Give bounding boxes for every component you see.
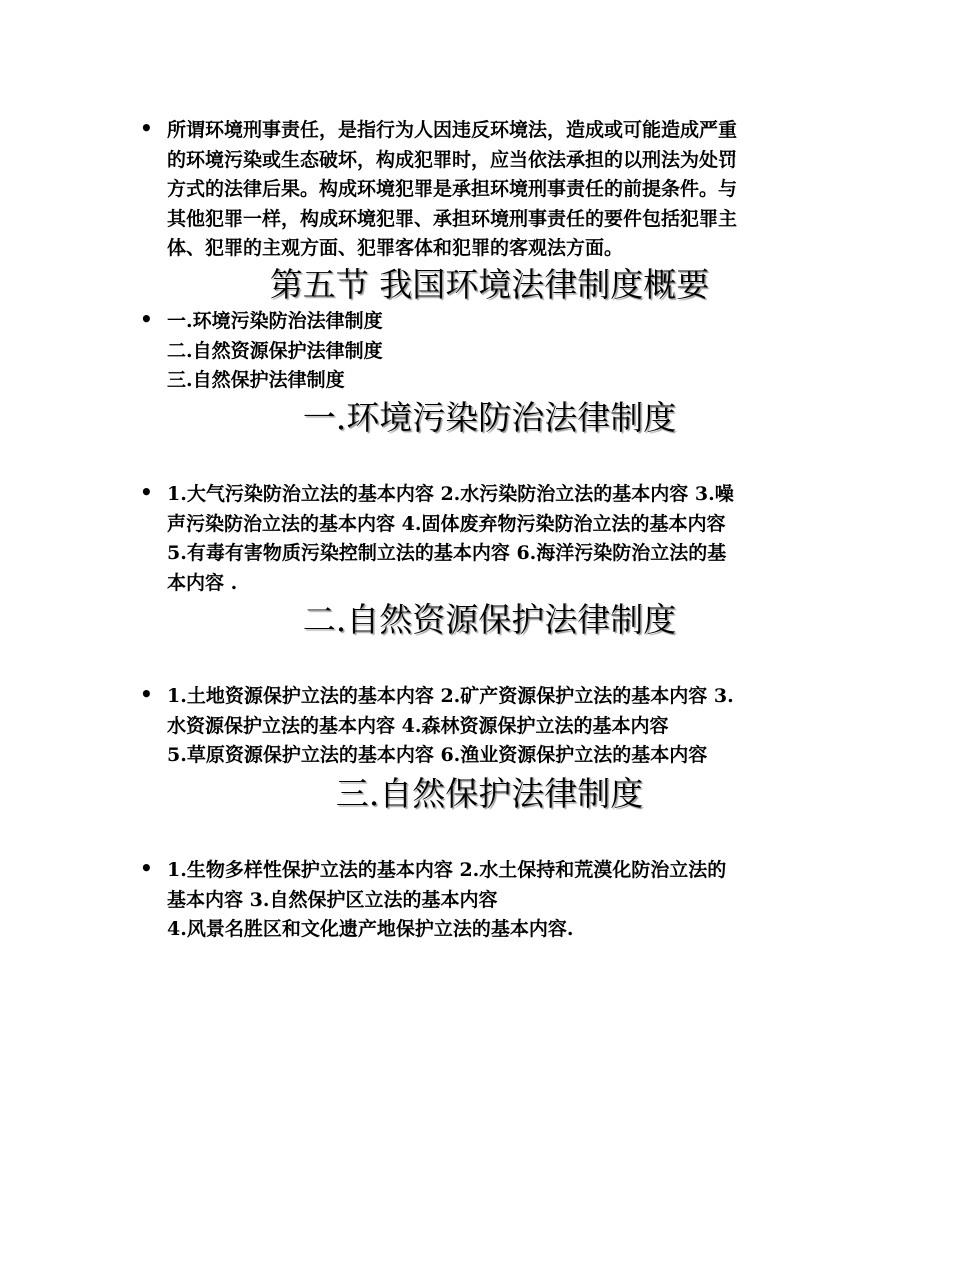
toc-item: 二.自然资源保护法律制度 bbox=[167, 339, 383, 362]
bullet-icon: • bbox=[140, 856, 153, 880]
paragraph-criminal-liability bbox=[140, 116, 840, 264]
paragraph-line: 的环境污染或生态破坏，构成犯罪时，应当依法承担的以刑法为处罚 bbox=[167, 148, 738, 171]
list-line: 1.大气污染防治立法的基本内容 2.水污染防治立法的基本内容 3.噪 bbox=[167, 483, 734, 505]
section-heading: 第五节 我国环境法律制度概要 bbox=[269, 265, 710, 304]
bullet-icon: • bbox=[140, 116, 153, 140]
list-line: 本内容 . bbox=[167, 571, 238, 594]
list-lines bbox=[167, 856, 840, 945]
toc-item: 一.环境污染防治法律制度 bbox=[167, 310, 383, 332]
list-lines bbox=[167, 480, 840, 598]
paragraph-line: 所谓环境刑事责任，是指行为人因违反环境法，造成或可能造成严重 bbox=[167, 119, 738, 141]
subsection-heading: 三.自然保护法律制度 bbox=[335, 774, 644, 813]
nature-protection-list bbox=[140, 856, 840, 945]
pollution-control-list bbox=[140, 480, 840, 598]
list-line: 5.草原资源保护立法的基本内容 6.渔业资源保护立法的基本内容 bbox=[167, 744, 708, 766]
bullet-icon: • bbox=[140, 307, 153, 331]
toc-item: 三.自然保护法律制度 bbox=[167, 369, 345, 391]
toc-list bbox=[140, 307, 840, 396]
paragraph-line: 方式的法律后果。构成环境犯罪是承担环境刑事责任的前提条件。与 bbox=[167, 178, 738, 200]
list-line: 声污染防治立法的基本内容 4.固体废弃物污染防治立法的基本内容 bbox=[167, 512, 726, 535]
list-line: 1.土地资源保护立法的基本内容 2.矿产资源保护立法的基本内容 3. bbox=[167, 685, 734, 707]
paragraph-lines bbox=[167, 116, 840, 264]
bullet-icon: • bbox=[140, 682, 153, 706]
list-line: 基本内容 3.自然保护区立法的基本内容 bbox=[167, 888, 498, 911]
list-line: 4.风景名胜区和文化遗产地保护立法的基本内容. bbox=[167, 918, 574, 940]
subsection-heading: 一.环境污染防治法律制度 bbox=[302, 398, 677, 437]
toc-lines bbox=[167, 307, 840, 396]
bullet-icon: • bbox=[140, 480, 153, 504]
paragraph-line: 体、犯罪的主观方面、犯罪客体和犯罪的客观法方面。 bbox=[167, 237, 624, 259]
list-line: 5.有毒有害物质污染控制立法的基本内容 6.海洋污染防治立法的基 bbox=[167, 542, 727, 564]
subsection-heading: 二.自然资源保护法律制度 bbox=[302, 600, 677, 639]
list-line: 1.生物多样性保护立法的基本内容 2.水土保持和荒漠化防治立法的 bbox=[167, 859, 727, 881]
list-line: 水资源保护立法的基本内容 4.森林资源保护立法的基本内容 bbox=[167, 714, 669, 737]
natural-resources-list bbox=[140, 682, 840, 771]
list-lines bbox=[167, 682, 840, 771]
paragraph-line: 其他犯罪一样，构成环境犯罪、承担环境刑事责任的要件包括犯罪主 bbox=[167, 207, 738, 230]
